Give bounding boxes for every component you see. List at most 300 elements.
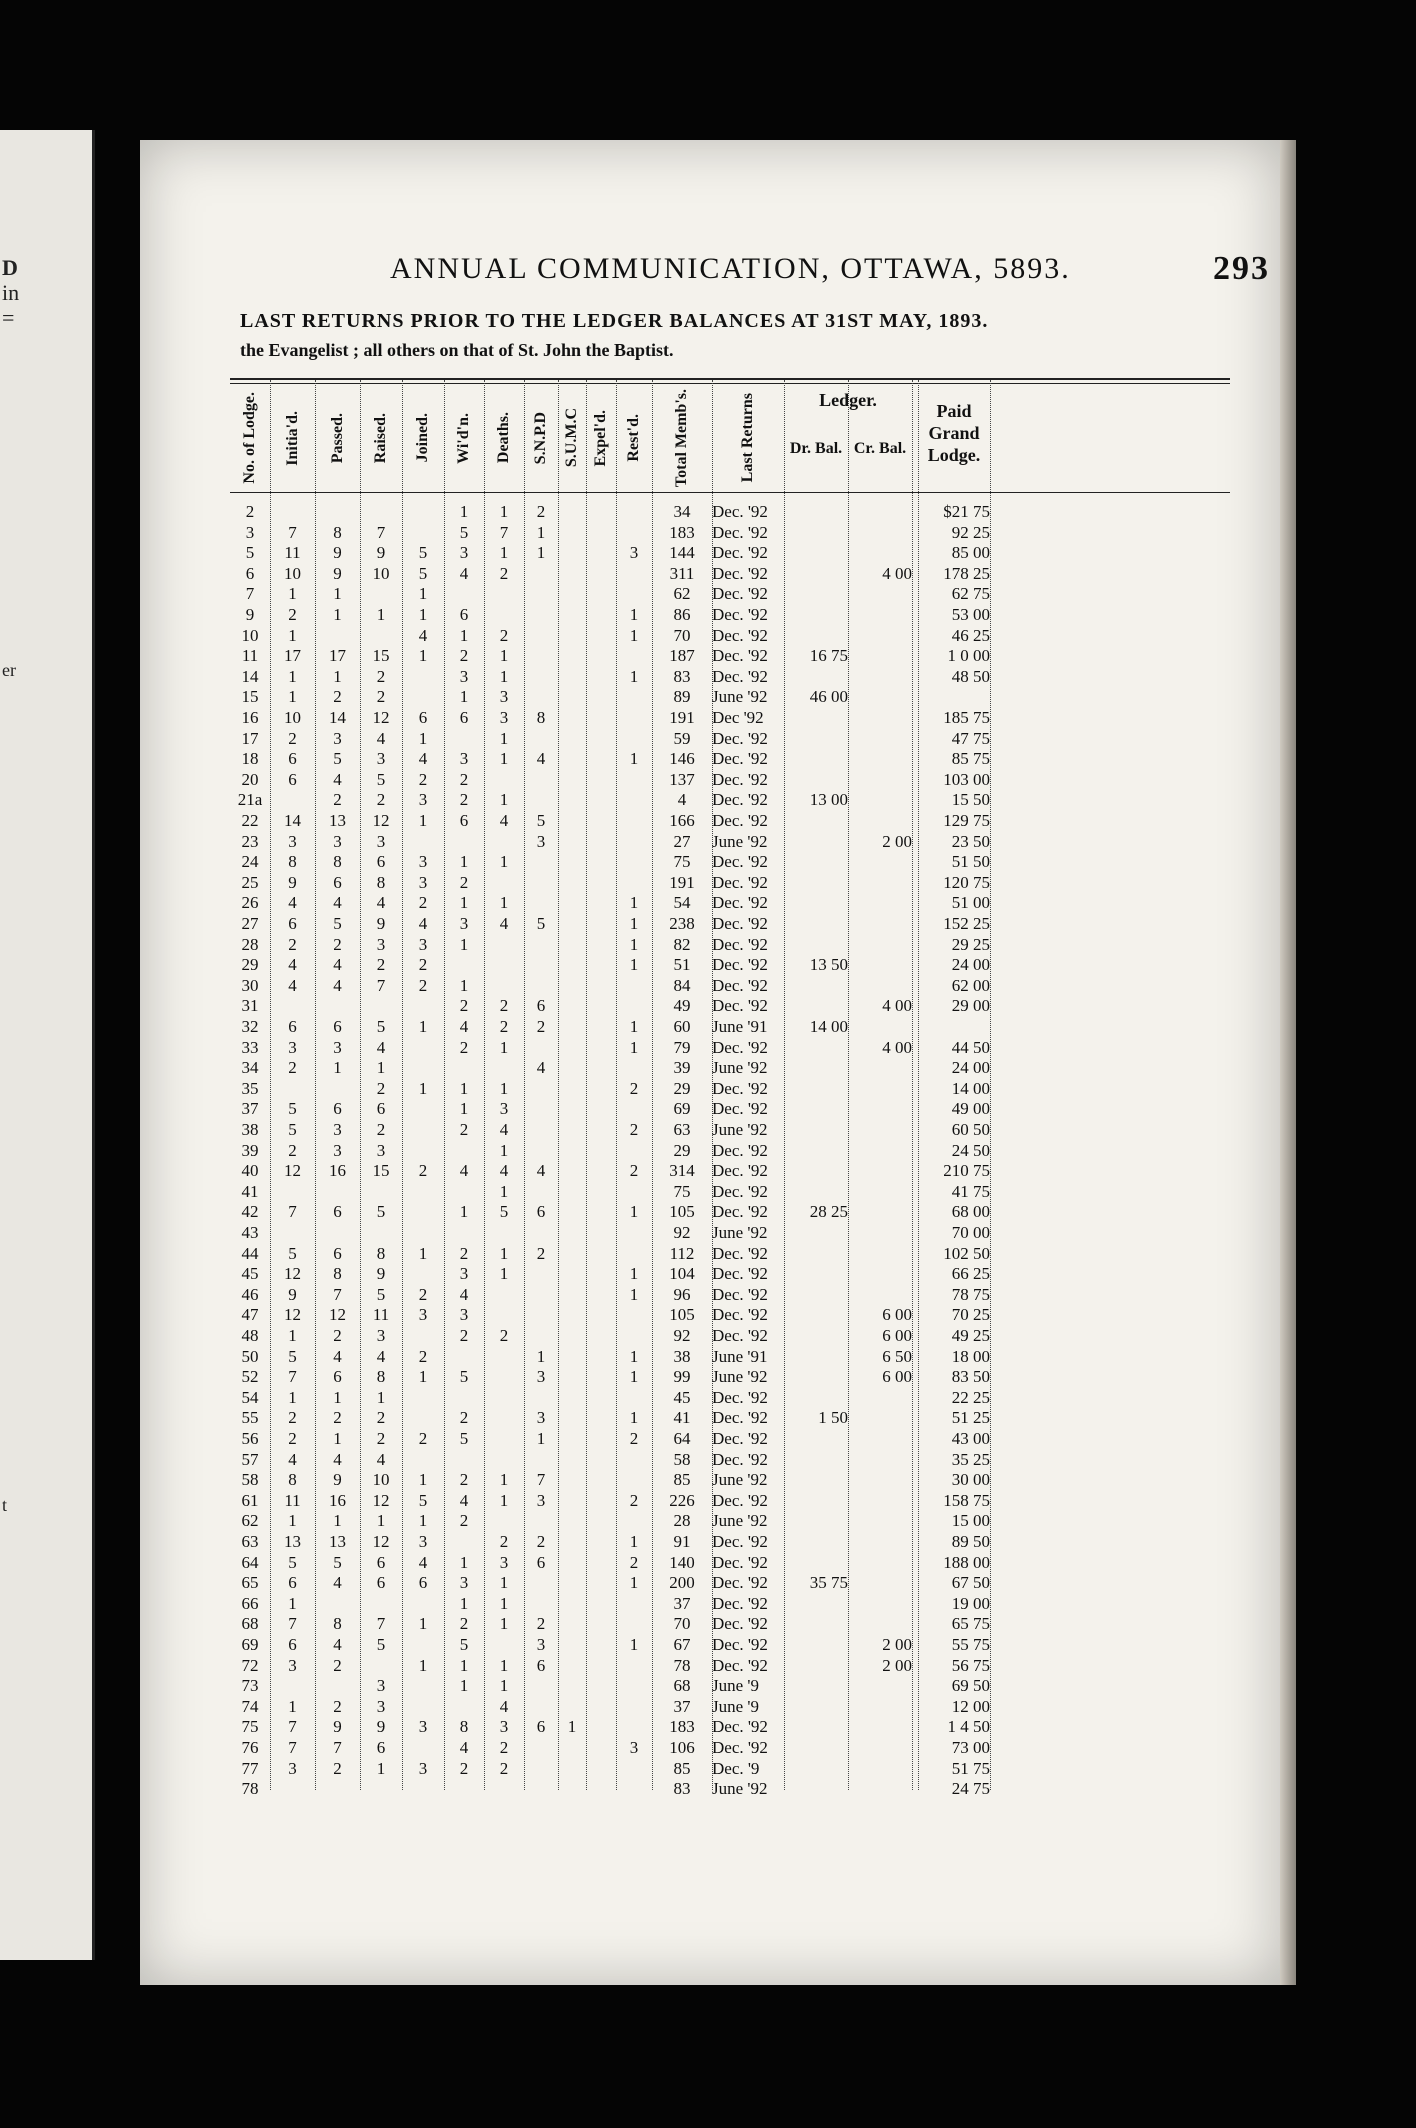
cell-no: 69	[241, 1635, 259, 1654]
cell-snpd: 1	[536, 543, 546, 563]
cell-passed: 14	[329, 708, 346, 727]
cell-snpd: 2	[536, 502, 546, 521]
cell-cr: 2 00	[882, 1655, 912, 1675]
cell-raised: 6	[376, 1738, 386, 1757]
cell-init: 7	[288, 1738, 297, 1757]
cell-deaths: 1	[499, 1243, 509, 1263]
cell-raised: 2	[376, 1408, 386, 1428]
cell-total: 85	[673, 1470, 691, 1490]
cell-raised: 12	[372, 1532, 390, 1551]
cell-last: Dec. '92	[712, 1284, 768, 1304]
cell-joined: 2	[418, 1346, 428, 1366]
cell-joined: 1	[418, 1655, 428, 1675]
cell-no: 39	[241, 1140, 259, 1160]
cell-joined: 5	[418, 1490, 428, 1510]
cell-no: 41	[241, 1181, 259, 1201]
cell-raised: 10	[372, 563, 390, 583]
cell-dr: 46 00	[809, 687, 848, 707]
cell-last: Dec. '92	[712, 934, 768, 954]
cell-total: 86	[673, 605, 691, 624]
cell-joined: 4	[418, 625, 428, 645]
cell-passed: 2	[333, 1326, 342, 1345]
cell-last: Dec. '92	[712, 1490, 768, 1510]
cell-no: 6	[245, 563, 255, 583]
cell-joined: 1	[418, 1017, 428, 1036]
ledger-page	[140, 140, 1280, 1985]
cell-raised: 4	[376, 893, 386, 913]
cell-paid: 29 00	[951, 996, 990, 1016]
cell-dr: 16 75	[809, 646, 848, 666]
cell-paid: 62 75	[951, 584, 990, 604]
cell-deaths: 1	[499, 790, 509, 810]
table-row	[230, 1038, 1230, 1059]
cell-last: Dec. '92	[712, 605, 768, 624]
cell-paid: 51 75	[951, 1758, 990, 1778]
cell-passed: 16	[329, 1490, 346, 1510]
cell-joined: 3	[418, 852, 428, 872]
cell-wdn: 5	[459, 1635, 469, 1654]
cell-raised: 6	[376, 1573, 386, 1593]
cell-snpd: 3	[536, 1367, 546, 1387]
cell-init: 1	[288, 1511, 297, 1531]
cell-no: 15	[241, 687, 259, 707]
cell-total: 79	[673, 1037, 691, 1057]
cell-passed: 1	[333, 1387, 342, 1407]
cell-snpd: 2	[536, 1532, 546, 1551]
cell-init: 1	[288, 1593, 297, 1613]
cell-total: 96	[673, 1284, 691, 1304]
cell-wdn: 3	[459, 1573, 469, 1593]
cell-paid: 23 50	[951, 831, 990, 851]
cell-restd: 1	[629, 1367, 639, 1387]
table-row	[230, 1759, 1230, 1780]
cell-restd: 2	[629, 1161, 639, 1181]
table-row	[230, 1656, 1230, 1677]
cell-no: 38	[241, 1120, 259, 1139]
cell-restd: 2	[629, 1490, 639, 1510]
cell-last: June '92	[712, 1223, 768, 1242]
cell-total: 49	[673, 996, 691, 1016]
cell-wdn: 3	[459, 749, 469, 769]
cell-joined: 2	[418, 893, 428, 913]
cell-init: 6	[288, 1017, 297, 1036]
cell-last: Dec. '92	[712, 1635, 768, 1654]
cell-restd: 1	[629, 749, 639, 769]
cell-no: 74	[241, 1696, 259, 1716]
cell-init: 2	[288, 728, 297, 748]
cell-init: 7	[288, 522, 297, 542]
cell-wdn: 8	[459, 1717, 469, 1737]
cell-raised: 9	[376, 543, 386, 563]
cell-no: 32	[241, 1017, 259, 1036]
cell-paid: 89 50	[951, 1532, 990, 1551]
cell-last: Dec. '92	[712, 1532, 768, 1551]
cell-init: 6	[288, 914, 297, 933]
cell-wdn: 6	[459, 605, 469, 624]
table-row	[230, 1264, 1230, 1285]
cell-last: June '92	[712, 1779, 768, 1799]
cell-last: Dec. '92	[712, 1078, 768, 1098]
cell-init: 2	[288, 934, 297, 954]
cell-init: 4	[288, 893, 297, 913]
cell-wdn: 2	[459, 872, 469, 892]
cell-raised: 3	[376, 749, 386, 769]
cell-raised: 3	[376, 1140, 386, 1160]
cell-total: 63	[673, 1120, 691, 1139]
cell-passed: 16	[329, 1161, 346, 1181]
table-row	[230, 1326, 1230, 1347]
cell-dr: 28 25	[809, 1202, 848, 1222]
cell-last: Dec '92	[712, 708, 764, 727]
cell-joined: 3	[418, 1758, 428, 1778]
cell-passed: 8	[333, 1614, 342, 1634]
cell-no: 66	[241, 1593, 259, 1613]
cell-total: 85	[673, 1758, 691, 1778]
cell-last: Dec. '92	[712, 1305, 768, 1325]
cell-restd: 1	[629, 1573, 639, 1593]
cell-init: 13	[284, 1532, 301, 1551]
cell-passed: 7	[333, 1284, 342, 1304]
cell-wdn: 2	[459, 1037, 469, 1057]
cell-paid: 43 00	[951, 1429, 990, 1448]
cell-passed: 3	[333, 831, 342, 851]
cell-total: 183	[669, 1717, 695, 1737]
cell-total: 140	[669, 1552, 695, 1572]
cell-deaths: 4	[499, 1696, 509, 1716]
cell-wdn: 1	[459, 1202, 469, 1222]
table-row	[230, 1223, 1230, 1244]
table-row	[230, 1635, 1230, 1656]
cell-total: 99	[673, 1367, 691, 1387]
cell-raised: 15	[372, 1161, 390, 1181]
cell-no: 18	[241, 749, 259, 769]
cell-snpd: 6	[536, 1552, 546, 1572]
cell-wdn: 1	[459, 934, 469, 954]
cell-paid: 29 25	[951, 934, 990, 954]
cell-raised: 9	[376, 914, 386, 933]
cell-raised: 4	[376, 728, 386, 748]
cell-last: Dec. '92	[712, 749, 768, 769]
cell-no: 64	[241, 1552, 259, 1572]
cell-last: June '92	[712, 1470, 768, 1490]
cell-paid: 41 75	[951, 1181, 990, 1201]
cell-wdn: 3	[459, 666, 469, 686]
table-row	[230, 1429, 1230, 1450]
cell-total: 84	[673, 975, 691, 995]
cell-last: Dec. '92	[712, 522, 768, 542]
cell-last: Dec. '92	[712, 646, 768, 666]
cell-deaths: 1	[499, 893, 509, 913]
cell-cr: 6 00	[882, 1367, 912, 1387]
cell-paid: 19 00	[951, 1593, 990, 1613]
top-rule	[230, 378, 1230, 380]
cell-passed: 9	[333, 1717, 342, 1737]
table-row	[230, 832, 1230, 853]
table-row	[230, 1388, 1230, 1409]
cell-no: 75	[241, 1717, 259, 1737]
cell-no: 5	[245, 543, 255, 563]
cell-snpd: 4	[536, 1161, 546, 1181]
cell-last: June '92	[712, 687, 768, 707]
cell-init: 6	[288, 1635, 297, 1654]
cell-snpd: 6	[536, 1717, 546, 1737]
cell-init: 5	[288, 1552, 297, 1572]
cell-no: 26	[241, 893, 259, 913]
cell-last: Dec. '92	[712, 1202, 768, 1222]
cell-raised: 7	[376, 522, 386, 542]
cell-wdn: 1	[459, 1099, 469, 1119]
cell-init: 3	[288, 1655, 297, 1675]
table-row	[230, 996, 1230, 1017]
cell-deaths: 1	[499, 646, 509, 666]
cell-wdn: 4	[459, 563, 469, 583]
cell-paid: 152 25	[943, 914, 990, 933]
cell-total: 238	[669, 914, 695, 933]
table-row	[230, 1305, 1230, 1326]
cell-deaths: 4	[499, 1120, 509, 1139]
cell-total: 62	[673, 584, 691, 604]
col-head-wdn: Wi'd'n.	[455, 412, 472, 464]
table-row	[230, 729, 1230, 750]
cell-paid: 14 00	[951, 1078, 990, 1098]
cell-init: 6	[288, 749, 297, 769]
cell-passed: 4	[333, 1573, 342, 1593]
page-edge	[1280, 140, 1296, 1985]
cell-wdn: 3	[459, 543, 469, 563]
cell-no: 2	[245, 502, 255, 521]
cell-no: 34	[241, 1058, 259, 1078]
cell-joined: 1	[418, 1511, 428, 1531]
cell-last: June '92	[712, 831, 768, 851]
cell-passed: 4	[333, 1346, 342, 1366]
cell-passed: 2	[333, 687, 342, 707]
cell-restd: 1	[629, 666, 639, 686]
cell-deaths: 1	[499, 1593, 509, 1613]
cell-init: 1	[288, 687, 297, 707]
cell-passed: 9	[333, 543, 342, 563]
cell-wdn: 2	[459, 1326, 469, 1345]
cell-no: 77	[241, 1758, 259, 1778]
cell-no: 57	[241, 1449, 259, 1469]
cell-no: 46	[241, 1284, 259, 1304]
cell-last: Dec. '92	[712, 1161, 768, 1181]
cell-passed: 6	[333, 1017, 342, 1036]
cell-no: 29	[241, 955, 259, 975]
cell-joined: 1	[418, 728, 428, 748]
cell-no: 43	[241, 1223, 259, 1242]
cell-snpd: 4	[536, 749, 546, 769]
cell-paid: 51 00	[951, 893, 990, 913]
cell-restd: 1	[629, 914, 639, 933]
cell-restd: 1	[629, 1284, 639, 1304]
col-head-raised: Raised.	[372, 412, 389, 464]
table-row	[230, 1182, 1230, 1203]
cell-init: 4	[288, 955, 297, 975]
cell-deaths: 1	[499, 1573, 509, 1593]
cell-wdn: 4	[459, 1161, 469, 1181]
table-heading: LAST RETURNS PRIOR TO THE LEDGER BALANCES AT 31ST MAY, 1893.	[240, 310, 989, 332]
cell-total: 89	[673, 687, 691, 707]
cell-raised: 6	[376, 852, 386, 872]
cell-raised: 3	[376, 1696, 386, 1716]
cell-paid: 65 75	[951, 1614, 990, 1634]
cell-last: Dec. '92	[712, 728, 768, 748]
cell-total: 82	[673, 934, 691, 954]
col-head-joined: Joined.	[414, 413, 431, 463]
cell-total: 191	[669, 872, 695, 892]
cell-init: 3	[288, 1037, 297, 1057]
cell-init: 2	[288, 1140, 297, 1160]
cell-total: 191	[669, 708, 695, 727]
cell-init: 10	[284, 563, 301, 583]
cell-paid: 129 75	[943, 811, 990, 830]
cell-passed: 5	[333, 914, 342, 933]
cell-snpd: 4	[536, 1058, 546, 1078]
cell-no: 3	[245, 522, 255, 542]
cell-wdn: 4	[459, 1284, 469, 1304]
table-row	[230, 543, 1230, 564]
cell-paid: 18 00	[951, 1346, 990, 1366]
table-row	[230, 1573, 1230, 1594]
cell-passed: 1	[333, 1429, 342, 1448]
cell-last: Dec. '92	[712, 872, 768, 892]
cell-passed: 1	[333, 1058, 342, 1078]
cell-raised: 4	[376, 1449, 386, 1469]
cell-deaths: 1	[499, 749, 509, 769]
cell-wdn: 2	[459, 1511, 469, 1531]
cell-init: 7	[288, 1614, 297, 1634]
table-row	[230, 935, 1230, 956]
cell-total: 75	[673, 1181, 691, 1201]
cell-wdn: 1	[459, 1078, 469, 1098]
cell-last: Dec. '9	[712, 1758, 760, 1778]
cell-init: 1	[288, 1387, 297, 1407]
table-row	[230, 1779, 1230, 1800]
col-head-last: Last Returns	[739, 393, 756, 483]
cell-deaths: 1	[499, 852, 509, 872]
cell-raised: 4	[376, 1346, 386, 1366]
cell-cr: 2 00	[882, 1635, 912, 1654]
cell-total: 68	[673, 1676, 691, 1696]
cell-joined: 3	[418, 1305, 428, 1325]
cell-last: Dec. '92	[712, 1387, 768, 1407]
cell-snpd: 5	[536, 811, 546, 830]
cell-init: 7	[288, 1202, 297, 1222]
table-row	[230, 1244, 1230, 1265]
facing-page-letter: t	[2, 1495, 8, 1515]
cell-paid: 48 50	[951, 666, 990, 686]
cell-snpd: 5	[536, 914, 546, 933]
cell-snpd: 2	[536, 1243, 546, 1263]
cell-cr: 4 00	[882, 1037, 912, 1057]
cell-total: 51	[673, 955, 691, 975]
cell-no: 56	[241, 1429, 259, 1448]
cell-passed: 3	[333, 1037, 342, 1057]
cell-raised: 2	[376, 666, 386, 686]
cell-paid: 67 50	[951, 1573, 990, 1593]
cell-paid: 62 00	[951, 975, 990, 995]
cell-wdn: 1	[459, 1552, 469, 1572]
cell-last: Dec. '92	[712, 1655, 768, 1675]
cell-last: Dec. '92	[712, 1408, 768, 1428]
cell-joined: 3	[418, 1532, 428, 1551]
col-head-ledger: Ledger.	[819, 390, 877, 410]
cell-no: 11	[241, 646, 259, 666]
cell-init: 6	[288, 769, 297, 789]
cell-passed: 7	[333, 1738, 342, 1757]
cell-last: Dec. '92	[712, 625, 768, 645]
cell-wdn: 1	[459, 1593, 469, 1613]
table-row	[230, 667, 1230, 688]
cell-no: 45	[241, 1264, 259, 1284]
cell-joined: 3	[418, 934, 428, 954]
table-row	[230, 1408, 1230, 1429]
cell-snpd: 1	[536, 1429, 546, 1448]
cell-wdn: 4	[459, 1738, 469, 1757]
cell-raised: 3	[376, 934, 386, 954]
cell-paid: 15 00	[951, 1511, 990, 1531]
cell-deaths: 2	[499, 1532, 509, 1551]
cell-total: 41	[673, 1408, 691, 1428]
cell-init: 2	[288, 1429, 297, 1448]
cell-no: 61	[241, 1490, 259, 1510]
cell-init: 1	[288, 1326, 297, 1345]
cell-snpd: 3	[536, 1490, 546, 1510]
cell-restd: 1	[629, 1264, 639, 1284]
cell-restd: 1	[629, 1346, 639, 1366]
col-head-total: Total Memb's.	[673, 388, 690, 488]
cell-no: 65	[241, 1573, 259, 1593]
cell-deaths: 1	[499, 1490, 509, 1510]
cell-deaths: 1	[499, 1655, 509, 1675]
facing-page-letter: er	[2, 660, 16, 680]
cell-total: 91	[673, 1532, 691, 1551]
cell-wdn: 4	[459, 1490, 469, 1510]
cell-no: 54	[241, 1387, 259, 1407]
cell-wdn: 1	[459, 625, 469, 645]
cell-passed: 2	[333, 1408, 342, 1428]
cell-last: Dec. '92	[712, 1717, 768, 1737]
cell-paid: 53 00	[951, 605, 990, 624]
table-row	[230, 790, 1230, 811]
table-row	[230, 1285, 1230, 1306]
cell-paid: 51 25	[951, 1408, 990, 1428]
cell-no: 44	[241, 1243, 259, 1263]
cell-no: 78	[241, 1779, 259, 1799]
cell-total: 34	[673, 502, 691, 521]
cell-no: 68	[241, 1614, 259, 1634]
cell-last: Dec. '92	[712, 893, 768, 913]
cell-last: June '92	[712, 1120, 768, 1139]
cell-no: 63	[241, 1532, 259, 1551]
cell-snpd: 2	[536, 1017, 546, 1036]
table-row	[230, 1079, 1230, 1100]
cell-init: 4	[288, 975, 297, 995]
cell-raised: 2	[376, 955, 386, 975]
cell-total: 146	[669, 749, 695, 769]
cell-init: 1	[288, 625, 297, 645]
cell-snpd: 3	[536, 1408, 546, 1428]
table-row	[230, 1141, 1230, 1162]
cell-raised: 5	[376, 1017, 386, 1036]
cell-init: 3	[288, 1758, 297, 1778]
cell-last: Dec. '92	[712, 996, 768, 1016]
cell-wdn: 1	[459, 502, 469, 521]
table-row	[230, 1553, 1230, 1574]
cell-total: 60	[673, 1017, 691, 1036]
cell-wdn: 2	[459, 1408, 469, 1428]
cell-passed: 9	[333, 563, 342, 583]
